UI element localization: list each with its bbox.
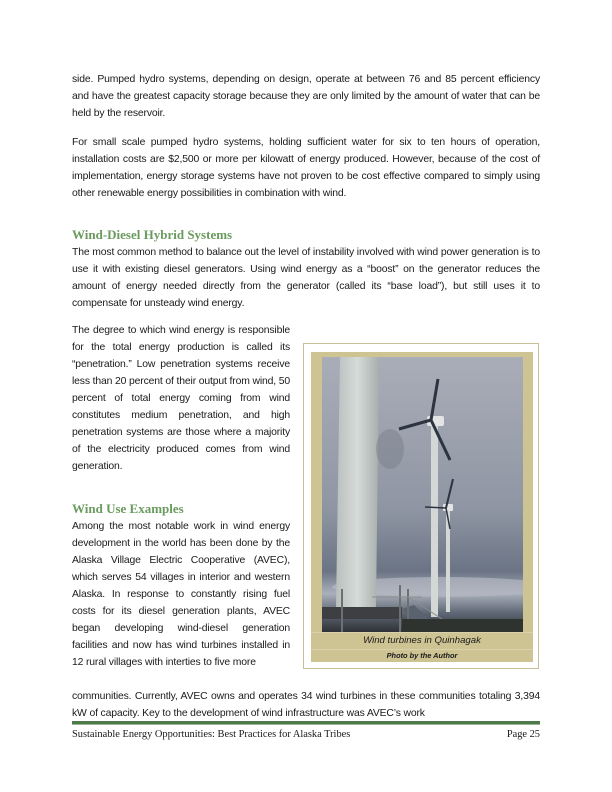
footer-document-title: Sustainable Energy Opportunities: Best Practices for Alaska Tribes — [72, 729, 351, 740]
paragraph-pumped-hydro: side. Pumped hydro systems, depending on design, operate at between 76 and 85 percent efficiency and have the greatest capacity storage because they are only limited by the amount of water that can be held by the reservoir. — [72, 74, 540, 119]
paragraph-avec-continued: communities. Currently, AVEC owns and operates 34 wind turbines in these communities totaling 3,394 kW of capacity. Key to the development of wind infrastructure was AVEC’s work — [72, 691, 540, 719]
heading-wind-diesel: Wind-Diesel Hybrid Systems — [72, 227, 233, 242]
paragraph-penetration: The degree to which wind energy is responsible for the total energy production is called its “penetration.” Low penetration systems receive less than 20 percent of their output from wind, 50 percent of total energy coming from wind constitutes medium penetration, and high penetration systems are those where a majority of the electricity produced comes from wind generation. — [72, 325, 290, 472]
near-tower — [336, 357, 379, 607]
footer-page-number: Page 25 — [506, 729, 540, 740]
figure-credit: Photo by the Author — [386, 651, 458, 660]
footer-rule-shadow — [72, 724, 540, 725]
paragraph-avec: Among the most notable work in wind energy development in the world has been done by the Alaska Village Electric Cooperative (AVEC), which serves 54 villages in interior and western Alaska. In response to constantly rising fuel costs for its diesel generation plants, AVEC began developing wind-diesel generation facilities and now has wind turbines installed in 12 rural villages with interties to five more — [72, 521, 290, 668]
figure-caption: Wind turbines in Quinhagak — [311, 632, 533, 650]
wind-turbines-photo — [322, 357, 523, 632]
ground — [402, 619, 523, 632]
turbine-2-tower — [431, 425, 438, 617]
platform — [322, 607, 402, 619]
paragraph-wind-diesel: The most common method to balance out the level of instability involved with wind power generation is to use it with existing diesel generators. Using wind energy as a “boost” on the generator reduces the amount of energy needed directly from the generator (called its “base load”), but still uses it to compensate for unsteady wind energy. — [72, 247, 540, 309]
paragraph-storage-costs: For small scale pumped hydro systems, holding sufficient water for six to ten hours of operation, installation costs are $2,500 or more per kilowatt of energy produced. However, because of the cost of implementation, energy storage systems have not proven to be cost effective compared to simply using other renewable energy possibilities in combination with wind. — [72, 137, 540, 199]
smudge — [376, 429, 404, 469]
turbine-3-blade — [425, 507, 446, 508]
heading-wind-use: Wind Use Examples — [72, 501, 184, 516]
